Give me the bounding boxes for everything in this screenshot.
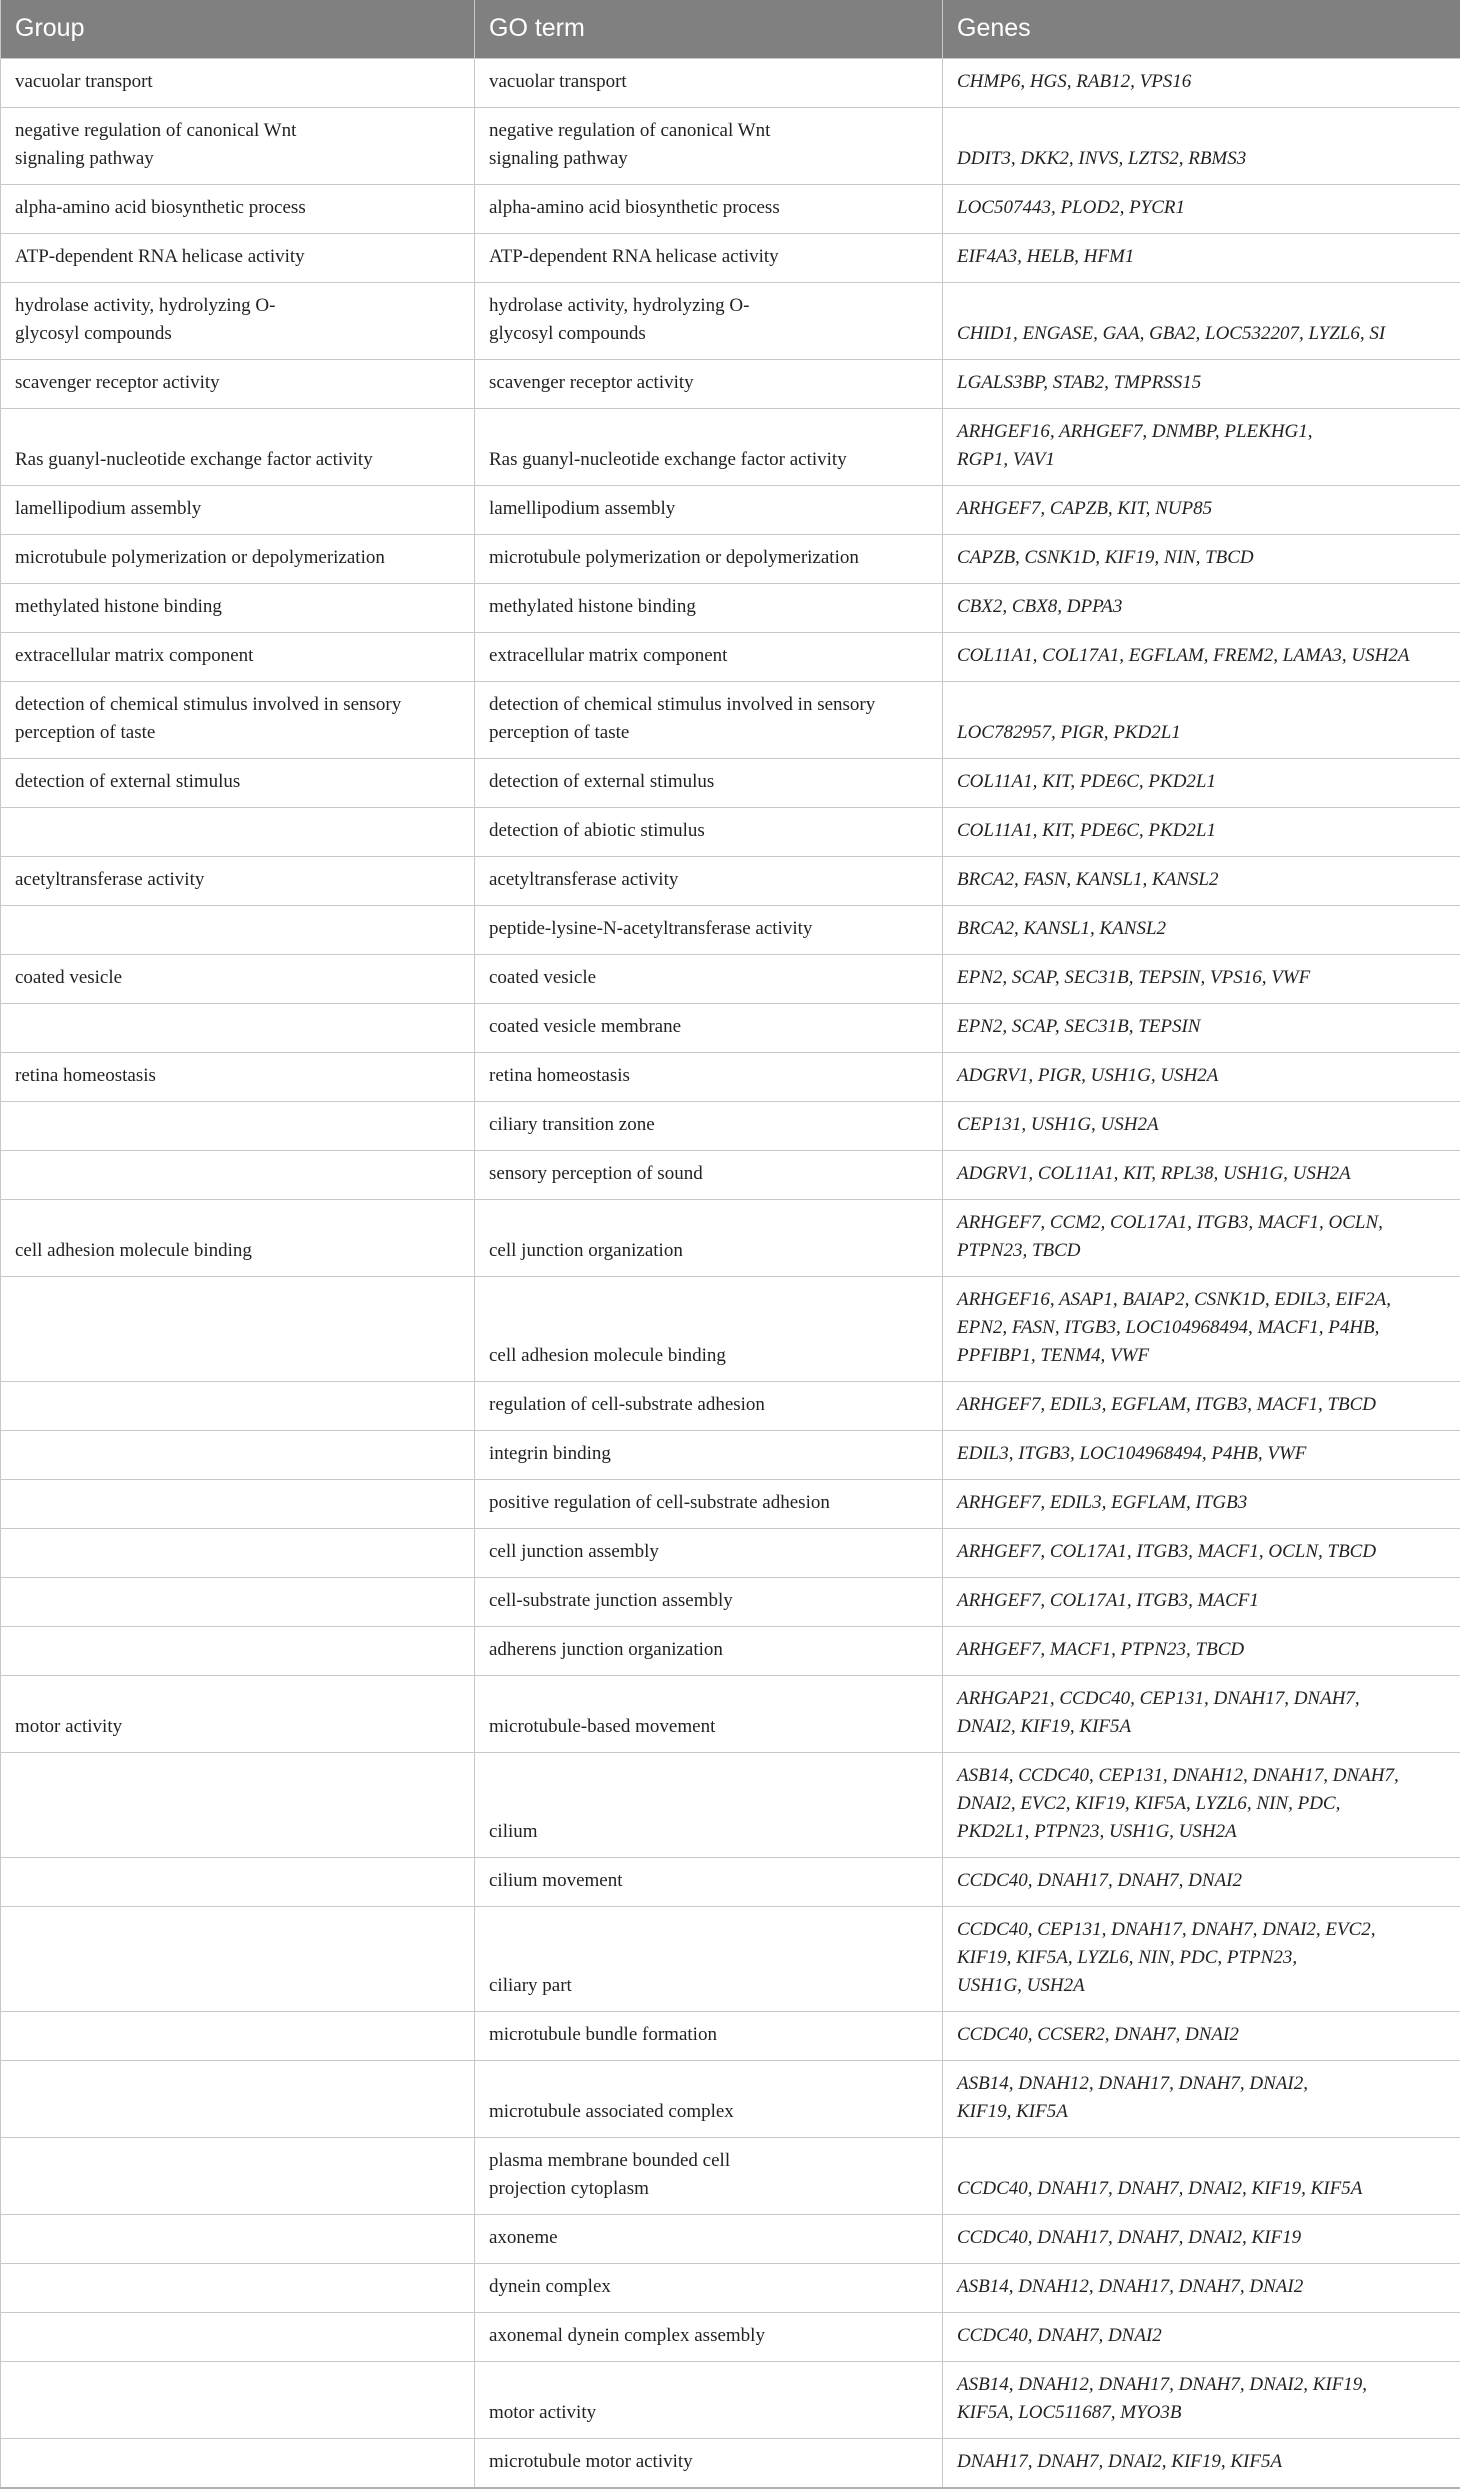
table-row — [1, 1101, 1460, 1150]
table-row — [1, 1675, 1460, 1752]
cell-group: hydrolase activity, hydrolyzing O- glycosyl compounds — [1, 282, 475, 359]
cell-group — [1, 2438, 475, 2488]
cell-genes: ARHGEF7, CAPZB, KIT, NUP85 — [943, 485, 1460, 534]
cell-genes: COL11A1, KIT, PDE6C, PKD2L1 — [943, 758, 1460, 807]
cell-go-term: microtubule motor activity — [475, 2438, 943, 2488]
table-row — [1, 583, 1460, 632]
table-row — [1, 758, 1460, 807]
table-row — [1, 107, 1460, 184]
cell-group — [1, 1276, 475, 1381]
cell-genes: ADGRV1, COL11A1, KIT, RPL38, USH1G, USH2A — [943, 1150, 1460, 1199]
cell-group: Ras guanyl-nucleotide exchange factor activity — [1, 408, 475, 485]
cell-group — [1, 1381, 475, 1430]
cell-go-term: microtubule-based movement — [475, 1675, 943, 1752]
cell-group — [1, 1857, 475, 1906]
cell-go-term: detection of chemical stimulus involved in sensory perception of taste — [475, 681, 943, 758]
cell-group: motor activity — [1, 1675, 475, 1752]
cell-go-term: cilium movement — [475, 1857, 943, 1906]
cell-go-term: microtubule associated complex — [475, 2060, 943, 2137]
cell-genes: CCDC40, CCSER2, DNAH7, DNAI2 — [943, 2011, 1460, 2060]
cell-group: alpha-amino acid biosynthetic process — [1, 184, 475, 233]
cell-genes: DDIT3, DKK2, INVS, LZTS2, RBMS3 — [943, 107, 1460, 184]
cell-go-term: microtubule polymerization or depolymerization — [475, 534, 943, 583]
cell-go-term: extracellular matrix component — [475, 632, 943, 681]
cell-genes: EIF4A3, HELB, HFM1 — [943, 233, 1460, 282]
cell-genes: CAPZB, CSNK1D, KIF19, NIN, TBCD — [943, 534, 1460, 583]
header-genes: Genes — [943, 0, 1460, 58]
table-row — [1, 485, 1460, 534]
cell-group — [1, 1003, 475, 1052]
cell-genes: CCDC40, DNAH17, DNAH7, DNAI2, KIF19, KIF5A — [943, 2137, 1460, 2214]
table-row — [1, 1276, 1460, 1381]
table-row — [1, 282, 1460, 359]
cell-go-term: regulation of cell-substrate adhesion — [475, 1381, 943, 1430]
cell-genes: ARHGAP21, CCDC40, CEP131, DNAH17, DNAH7, DNAI2, KIF19, KIF5A — [943, 1675, 1460, 1752]
table-row — [1, 2312, 1460, 2361]
cell-group — [1, 1906, 475, 2011]
table-row — [1, 2137, 1460, 2214]
cell-go-term: acetyltransferase activity — [475, 856, 943, 905]
table-row — [1, 905, 1460, 954]
cell-genes: ARHGEF7, COL17A1, ITGB3, MACF1, OCLN, TBCD — [943, 1528, 1460, 1577]
cell-go-term: retina homeostasis — [475, 1052, 943, 1101]
cell-group — [1, 1752, 475, 1857]
cell-go-term: ATP-dependent RNA helicase activity — [475, 233, 943, 282]
cell-group — [1, 905, 475, 954]
table-row — [1, 632, 1460, 681]
cell-genes: CCDC40, CEP131, DNAH17, DNAH7, DNAI2, EVC2, KIF19, KIF5A, LYZL6, NIN, PDC, PTPN23, USH1G, USH2A — [943, 1906, 1460, 2011]
cell-group — [1, 2214, 475, 2263]
cell-genes: EDIL3, ITGB3, LOC104968494, P4HB, VWF — [943, 1430, 1460, 1479]
table-row — [1, 1906, 1460, 2011]
cell-group — [1, 2060, 475, 2137]
cell-genes: BRCA2, KANSL1, KANSL2 — [943, 905, 1460, 954]
cell-go-term: adherens junction organization — [475, 1626, 943, 1675]
table-row — [1, 856, 1460, 905]
cell-genes: ASB14, DNAH12, DNAH17, DNAH7, DNAI2, KIF19, KIF5A, LOC511687, MYO3B — [943, 2361, 1460, 2438]
cell-group: retina homeostasis — [1, 1052, 475, 1101]
cell-go-term: methylated histone binding — [475, 583, 943, 632]
cell-genes: CCDC40, DNAH17, DNAH7, DNAI2, KIF19 — [943, 2214, 1460, 2263]
cell-genes: CCDC40, DNAH17, DNAH7, DNAI2 — [943, 1857, 1460, 1906]
cell-group — [1, 1101, 475, 1150]
cell-group: vacuolar transport — [1, 58, 475, 107]
table-row — [1, 408, 1460, 485]
cell-go-term: alpha-amino acid biosynthetic process — [475, 184, 943, 233]
cell-group — [1, 2263, 475, 2312]
cell-go-term: cell adhesion molecule binding — [475, 1276, 943, 1381]
cell-go-term: Ras guanyl-nucleotide exchange factor activity — [475, 408, 943, 485]
cell-go-term: sensory perception of sound — [475, 1150, 943, 1199]
cell-group — [1, 2361, 475, 2438]
cell-go-term: lamellipodium assembly — [475, 485, 943, 534]
table-row — [1, 2060, 1460, 2137]
table-row — [1, 1577, 1460, 1626]
cell-group: extracellular matrix component — [1, 632, 475, 681]
cell-genes: CBX2, CBX8, DPPA3 — [943, 583, 1460, 632]
cell-go-term: cell junction organization — [475, 1199, 943, 1276]
table-row — [1, 184, 1460, 233]
cell-group: lamellipodium assembly — [1, 485, 475, 534]
cell-genes: ARHGEF7, EDIL3, EGFLAM, ITGB3, MACF1, TBCD — [943, 1381, 1460, 1430]
cell-go-term: cell junction assembly — [475, 1528, 943, 1577]
cell-group — [1, 2137, 475, 2214]
table-header — [1, 0, 1460, 58]
cell-group — [1, 1626, 475, 1675]
cell-go-term: ciliary part — [475, 1906, 943, 2011]
cell-go-term: axonemal dynein complex assembly — [475, 2312, 943, 2361]
table-row — [1, 1528, 1460, 1577]
cell-go-term: negative regulation of canonical Wnt signaling pathway — [475, 107, 943, 184]
cell-genes: DNAH17, DNAH7, DNAI2, KIF19, KIF5A — [943, 2438, 1460, 2488]
table-row — [1, 1752, 1460, 1857]
cell-genes: ASB14, DNAH12, DNAH17, DNAH7, DNAI2, KIF19, KIF5A — [943, 2060, 1460, 2137]
cell-genes: CEP131, USH1G, USH2A — [943, 1101, 1460, 1150]
table-row — [1, 1199, 1460, 1276]
cell-group: ATP-dependent RNA helicase activity — [1, 233, 475, 282]
cell-genes: CHMP6, HGS, RAB12, VPS16 — [943, 58, 1460, 107]
header-group: Group — [1, 0, 475, 58]
cell-genes: CCDC40, DNAH7, DNAI2 — [943, 2312, 1460, 2361]
header-go-term: GO term — [475, 0, 943, 58]
table-row — [1, 2011, 1460, 2060]
cell-genes: ARHGEF7, CCM2, COL17A1, ITGB3, MACF1, OCLN, PTPN23, TBCD — [943, 1199, 1460, 1276]
cell-genes: ARHGEF7, MACF1, PTPN23, TBCD — [943, 1626, 1460, 1675]
table-row — [1, 1003, 1460, 1052]
cell-go-term: detection of external stimulus — [475, 758, 943, 807]
cell-go-term: cilium — [475, 1752, 943, 1857]
cell-go-term: cell-substrate junction assembly — [475, 1577, 943, 1626]
cell-go-term: positive regulation of cell-substrate adhesion — [475, 1479, 943, 1528]
cell-genes: LOC507443, PLOD2, PYCR1 — [943, 184, 1460, 233]
cell-group: acetyltransferase activity — [1, 856, 475, 905]
cell-group — [1, 2011, 475, 2060]
table-row — [1, 1857, 1460, 1906]
table-row — [1, 2361, 1460, 2438]
cell-group: detection of external stimulus — [1, 758, 475, 807]
table-row — [1, 2263, 1460, 2312]
cell-go-term: plasma membrane bounded cell projection cytoplasm — [475, 2137, 943, 2214]
cell-genes: COL11A1, COL17A1, EGFLAM, FREM2, LAMA3, USH2A — [943, 632, 1460, 681]
table-row — [1, 1430, 1460, 1479]
cell-group: cell adhesion molecule binding — [1, 1199, 475, 1276]
cell-group: negative regulation of canonical Wnt signaling pathway — [1, 107, 475, 184]
cell-go-term: hydrolase activity, hydrolyzing O- glycosyl compounds — [475, 282, 943, 359]
table-row — [1, 681, 1460, 758]
cell-group — [1, 1577, 475, 1626]
table-row — [1, 1150, 1460, 1199]
table-row — [1, 1381, 1460, 1430]
cell-genes: LOC782957, PIGR, PKD2L1 — [943, 681, 1460, 758]
cell-go-term: microtubule bundle formation — [475, 2011, 943, 2060]
cell-genes: LGALS3BP, STAB2, TMPRSS15 — [943, 359, 1460, 408]
cell-genes: ARHGEF7, COL17A1, ITGB3, MACF1 — [943, 1577, 1460, 1626]
table-row — [1, 2214, 1460, 2263]
table-row — [1, 1626, 1460, 1675]
cell-go-term: peptide-lysine-N-acetyltransferase activity — [475, 905, 943, 954]
cell-go-term: dynein complex — [475, 2263, 943, 2312]
table-row — [1, 359, 1460, 408]
cell-group: microtubule polymerization or depolymerization — [1, 534, 475, 583]
cell-go-term: motor activity — [475, 2361, 943, 2438]
cell-group — [1, 1430, 475, 1479]
table-body — [1, 58, 1460, 2488]
cell-group — [1, 1528, 475, 1577]
table-row — [1, 1479, 1460, 1528]
cell-genes: CHID1, ENGASE, GAA, GBA2, LOC532207, LYZL6, SI — [943, 282, 1460, 359]
table-row — [1, 954, 1460, 1003]
cell-group: detection of chemical stimulus involved in sensory perception of taste — [1, 681, 475, 758]
table-row — [1, 1052, 1460, 1101]
cell-genes: EPN2, SCAP, SEC31B, TEPSIN, VPS16, VWF — [943, 954, 1460, 1003]
cell-genes: ARHGEF7, EDIL3, EGFLAM, ITGB3 — [943, 1479, 1460, 1528]
cell-go-term: vacuolar transport — [475, 58, 943, 107]
cell-go-term: scavenger receptor activity — [475, 359, 943, 408]
cell-group — [1, 2312, 475, 2361]
cell-group — [1, 1150, 475, 1199]
table-row — [1, 58, 1460, 107]
cell-go-term: ciliary transition zone — [475, 1101, 943, 1150]
cell-group: coated vesicle — [1, 954, 475, 1003]
table-row — [1, 233, 1460, 282]
table-row — [1, 534, 1460, 583]
cell-genes: ARHGEF16, ARHGEF7, DNMBP, PLEKHG1, RGP1, VAV1 — [943, 408, 1460, 485]
cell-genes: BRCA2, FASN, KANSL1, KANSL2 — [943, 856, 1460, 905]
cell-group: scavenger receptor activity — [1, 359, 475, 408]
cell-group — [1, 1479, 475, 1528]
cell-genes: ASB14, CCDC40, CEP131, DNAH12, DNAH17, DNAH7, DNAI2, EVC2, KIF19, KIF5A, LYZL6, NIN, PDC, PKD2L1, PTPN23, USH1G, USH2A — [943, 1752, 1460, 1857]
cell-go-term: integrin binding — [475, 1430, 943, 1479]
cell-go-term: coated vesicle membrane — [475, 1003, 943, 1052]
cell-genes: ARHGEF16, ASAP1, BAIAP2, CSNK1D, EDIL3, EIF2A, EPN2, FASN, ITGB3, LOC104968494, MACF1, P4HB, PPFIBP1, TENM4, VWF — [943, 1276, 1460, 1381]
cell-genes: ASB14, DNAH12, DNAH17, DNAH7, DNAI2 — [943, 2263, 1460, 2312]
table-row — [1, 807, 1460, 856]
cell-go-term: detection of abiotic stimulus — [475, 807, 943, 856]
cell-genes: COL11A1, KIT, PDE6C, PKD2L1 — [943, 807, 1460, 856]
table-row — [1, 2438, 1460, 2488]
cell-go-term: axoneme — [475, 2214, 943, 2263]
header-row — [1, 0, 1460, 58]
cell-group — [1, 807, 475, 856]
cell-group: methylated histone binding — [1, 583, 475, 632]
cell-genes: EPN2, SCAP, SEC31B, TEPSIN — [943, 1003, 1460, 1052]
cell-go-term: coated vesicle — [475, 954, 943, 1003]
cell-genes: ADGRV1, PIGR, USH1G, USH2A — [943, 1052, 1460, 1101]
